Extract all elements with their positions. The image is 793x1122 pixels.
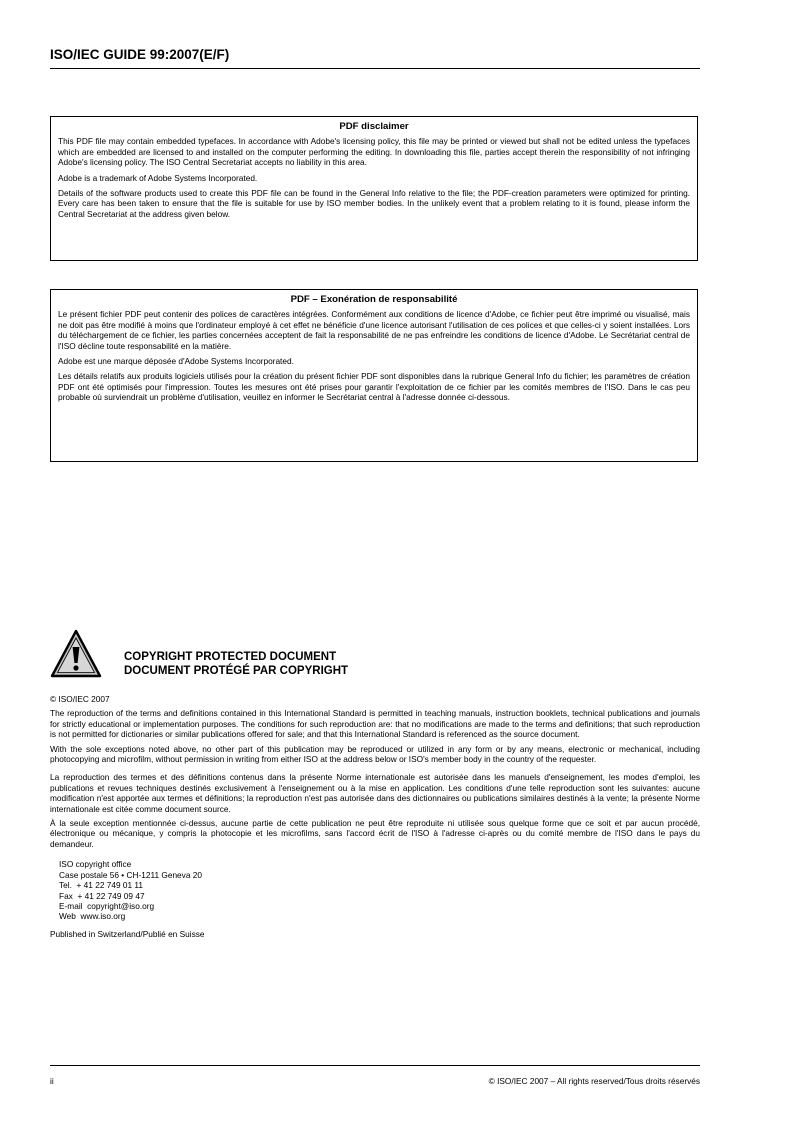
disclaimer-heading-fr: PDF – Exonération de responsabilité	[290, 294, 458, 305]
contact-office: ISO copyright office	[59, 859, 132, 870]
page-header	[50, 44, 700, 69]
document-title: ISO/IEC GUIDE 99:2007(E/F)	[50, 47, 230, 62]
copyright-notice: © ISO/IEC 2007	[50, 694, 110, 704]
disclaimer-paragraph: Adobe is a trademark of Adobe Systems Incorporated.	[58, 172, 258, 183]
disclaimer-heading: PDF disclaimer	[339, 121, 409, 132]
warning-triangle-icon	[50, 629, 102, 679]
contact-email: E-mail copyright@iso.org	[59, 900, 155, 911]
copyright-title-fr: DOCUMENT PROTÉGÉ PAR COPYRIGHT	[124, 665, 349, 677]
copyright-section	[50, 629, 700, 943]
disclaimer-paragraph-fr: Les détails relatifs aux produits logiciels utilisés pour la création du présent fichier PDF sont disponibles dans la rubrique General Info du fichier; les paramètres de création PDF ont été optimisés pour l'impression. Toutes les mesures ont été prises pour garantir l'exploitation de ce fichier par les comités membres de l'ISO. Dans le cas peu probable où surviendrait un problème d'utilisation, veuillez en informer le Secrétariat central à l'adresse donnée ci-dessous.	[58, 371, 690, 403]
contact-tel: Tel. + 41 22 749 01 11	[59, 880, 144, 891]
disclaimer-paragraph: Details of the software products used to create this PDF file can be found in the General Info relative to the file; the PDF-creation parameters were optimized for printing. Every care has been taken to ensure that the file is suitable for use by ISO member bodies. In the unlikely event that a problem relating to it is found, please inform the Central Secretariat at the address given below.	[58, 188, 690, 219]
published-line: Published in Switzerland/Publié en Suisse	[50, 928, 205, 939]
copyright-paragraph: With the sole exceptions noted above, no other part of this publication may be reproduced or utilized in any form or by any means, electronic or mechanical, including photocopying and microfilm, without permission in writing from either ISO at the address below or ISO's member body in the country of the requester.	[50, 743, 700, 765]
rights-notice: © ISO/IEC 2007 – All rights reserved/Tous droits réservés	[488, 1076, 700, 1086]
copyright-paragraph: The reproduction of the terms and definitions contained in this International Standard is permitted in teaching manuals, instruction booklets, technical publications and journals for strictly educational or implementation purposes. The conditions for such reproduction are: that no modifications are made to the terms and definitions; that such reproduction is not permitted for dictionaries or similar publications offered for sale; and that this International Standard is referenced as the source document.	[50, 708, 700, 740]
disclaimer-paragraph-fr: Adobe est une marque déposée d'Adobe Systems Incorporated.	[58, 356, 294, 367]
contact-web: Web www.iso.org	[59, 911, 126, 922]
copyright-title-en: COPYRIGHT PROTECTED DOCUMENT	[124, 651, 337, 663]
disclaimer-paragraph-fr: Le présent fichier PDF peut contenir des polices de caractères intégrées. Conformément aux conditions de licence d'Adobe, ce fichier peut être imprimé ou visualisé, mais ne doit pas être modifié à moins que l'ordinateur employé à cet effet ne bénéficie d'une licence autorisant l'utilisation de ces polices et que celles-ci y soient installées. Lors du téléchargement de ce fichier, les parties concernées acceptent de fait la responsabilité de ne pas enfreindre les conditions de licence d'Adobe. Le Secrétariat central de l'ISO décline toute responsabilité en la matière.	[58, 309, 690, 351]
copyright-titles	[124, 650, 348, 678]
pdf-disclaimer-box-fr	[50, 289, 698, 462]
copyright-title-row	[50, 629, 700, 685]
copyright-paragraph-fr: À la seule exception mentionnée ci-dessus, aucune partie de cette publication ne peut être reproduite ni utilisée sous quelque forme que ce soit et par aucun procédé, électronique ou mécanique, y compris la photocopie et les microfilms, sans l'accord écrit de l'ISO à l'adresse ci-après ou du comité membre de l'ISO dans le pays du demandeur.	[50, 818, 700, 849]
page-footer	[50, 1065, 700, 1090]
copyright-paragraph-fr: La reproduction des termes et des définitions contenus dans la présente Norme internationale est autorisée dans les manuels d'enseignement, les modes d'emploi, les publications et revues techniques destinés exclusivement à l'enseignement ou à la mise en application. Les conditions d'une telle reproduction sont les suivantes: aucune modification n'est apportée aux termes et définitions; la reproduction n'est pas autorisée dans des dictionnaires ou publications similaires destinés à la vente; la présente Norme internationale est citée comme document source.	[50, 772, 700, 814]
page-number: ii	[50, 1076, 54, 1086]
pdf-disclaimer-box	[50, 116, 698, 261]
contact-address: Case postale 56 • CH-1211 Geneva 20	[59, 869, 202, 880]
contact-fax: Fax + 41 22 749 09 47	[59, 890, 145, 901]
disclaimer-paragraph: This PDF file may contain embedded typefaces. In accordance with Adobe's licensing policy, this file may be printed or viewed but shall not be edited unless the typefaces which are embedded are licensed to and installed on the computer performing the editing. In downloading this file, parties accept therein the responsibility of not infringing Adobe's licensing policy. The ISO Central Secretariat accepts no liability in this area.	[58, 136, 690, 168]
contact-block	[59, 859, 700, 921]
